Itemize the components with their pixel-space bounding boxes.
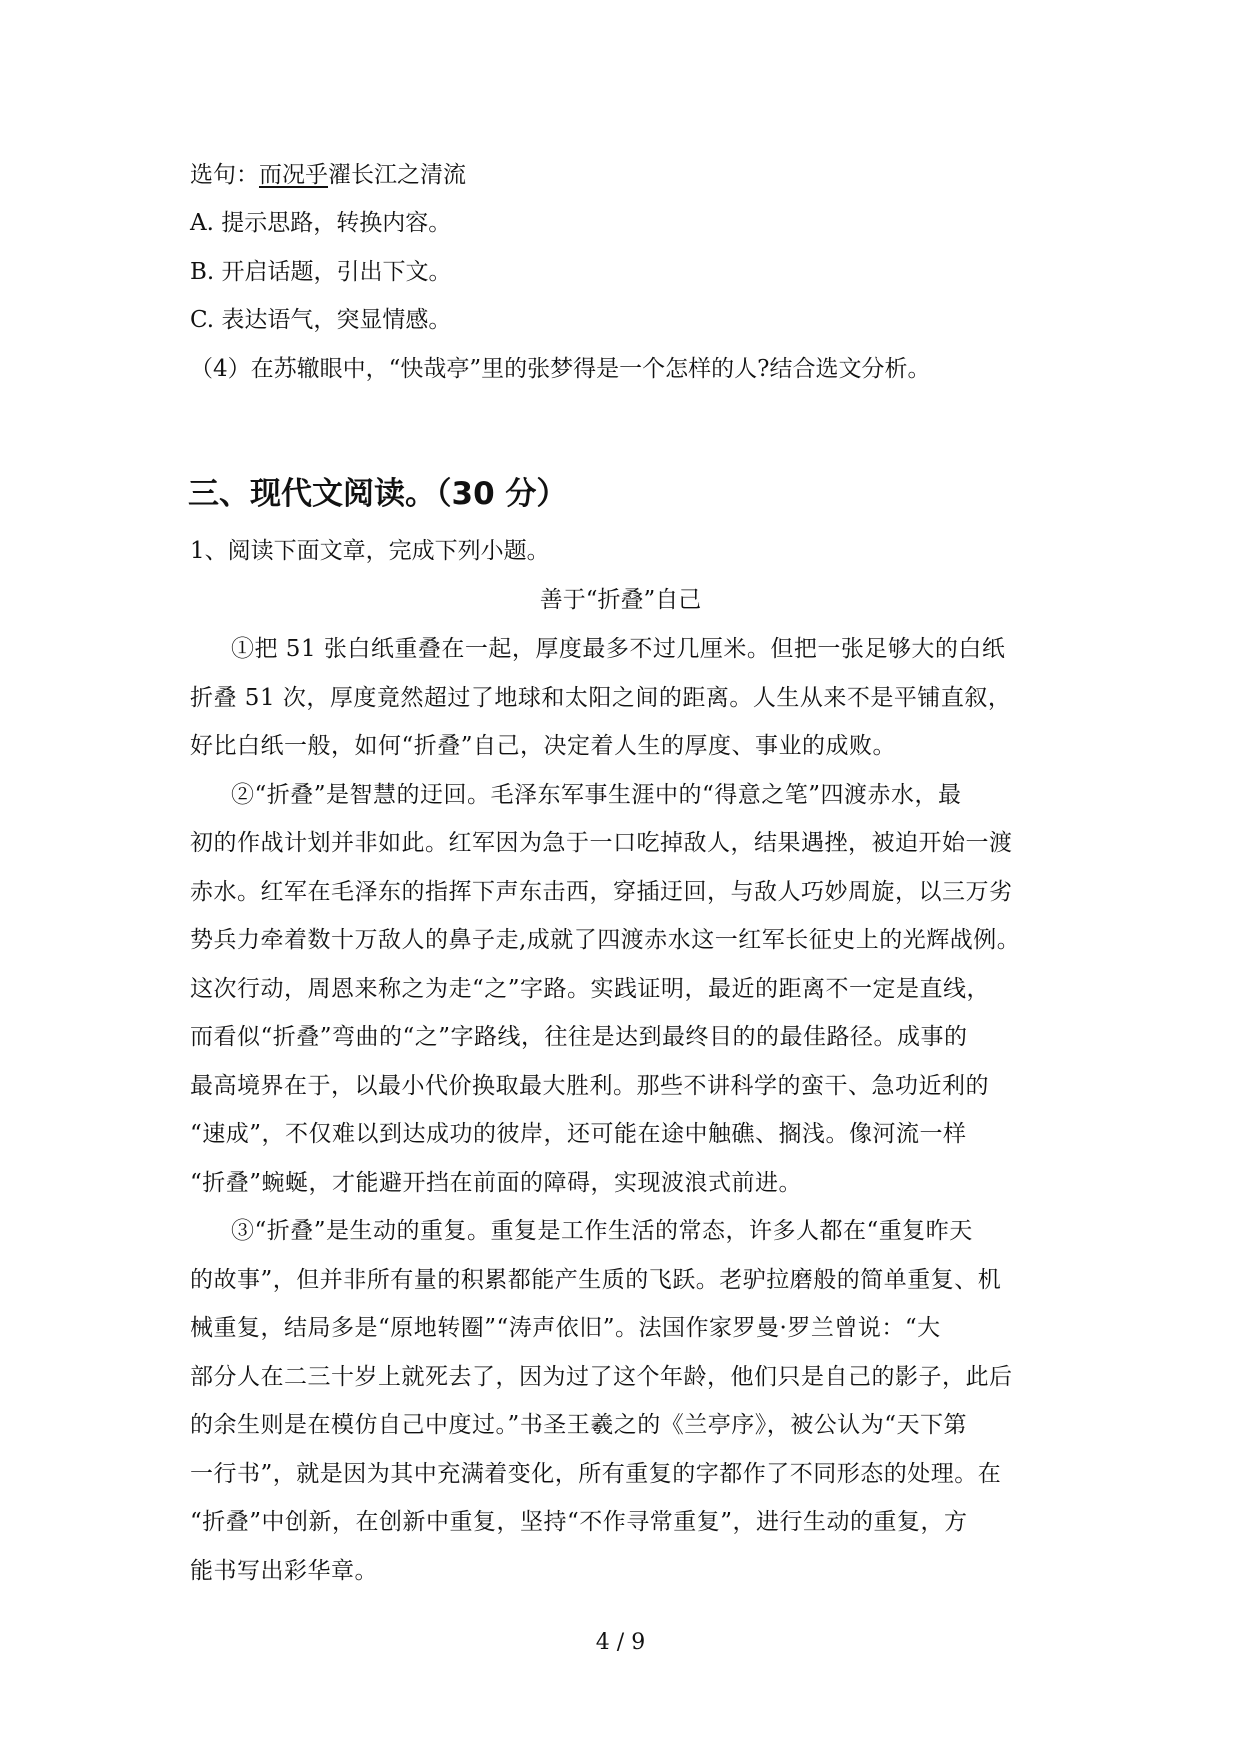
paragraph-3-line: 的余生则是在模仿自己中度过。”书圣王羲之的《兰亭序》，被公认为“天下第 bbox=[190, 1412, 968, 1438]
section-heading: 三、现代文阅读。（30 分） bbox=[188, 476, 568, 512]
pick-underlined-text: 而况乎 bbox=[259, 162, 328, 188]
paragraph-1-line: ①把 51 张白纸重叠在一起，厚度最多不过几厘米。但把一张足够大的白纸 bbox=[231, 636, 1006, 662]
option-a: A. 提示思路，转换内容。 bbox=[190, 210, 452, 236]
option-c: C. 表达语气，突显情感。 bbox=[190, 307, 452, 333]
instruction: 1、阅读下面文章，完成下列小题。 bbox=[190, 538, 550, 564]
pick-sentence bbox=[190, 160, 466, 190]
pick-rest-text: 濯长江之清流 bbox=[328, 162, 466, 188]
paragraph-1-line: 折叠 51 次，厚度竟然超过了地球和太阳之间的距离。人生从来不是平铺直叙， bbox=[190, 685, 1012, 711]
question-4: （4）在苏辙眼中，“快哉亭”里的张梦得是一个怎样的人?结合选文分析。 bbox=[190, 356, 931, 382]
paragraph-2-line: 这次行动，周恩来称之为走“之”字路。实践证明，最近的距离不一定是直线， bbox=[190, 976, 991, 1002]
paragraph-2-line: 而看似“折叠”弯曲的“之”字路线，往往是达到最终目的的最佳路径。成事的 bbox=[190, 1024, 968, 1050]
paragraph-2-line: “折叠”蜿蜒，才能避开挡在前面的障碍，实现波浪式前进。 bbox=[190, 1170, 803, 1196]
paragraph-2-line: 势兵力牵着数十万敌人的鼻子走,成就了四渡赤水这一红军长征史上的光辉战例。 bbox=[190, 927, 1021, 953]
pick-label: 选句： bbox=[190, 162, 259, 188]
paragraph-2-line: 最高境界在于，以最小代价换取最大胜利。那些不讲科学的蛮干、急功近利的 bbox=[190, 1073, 989, 1099]
paragraph-3-line: 一行书”，就是因为其中充满着变化，所有重复的字都作了不同形态的处理。在 bbox=[190, 1461, 1002, 1487]
article-title: 善于“折叠”自己 bbox=[539, 587, 702, 613]
paragraph-3-line: 械重复，结局多是“原地转圈”“涛声依旧”。法国作家罗曼·罗兰曾说：“大 bbox=[190, 1315, 941, 1341]
option-b: B. 开启话题，引出下文。 bbox=[190, 259, 452, 285]
paragraph-2-line: 初的作战计划并非如此。红军因为急于一口吃掉敌人，结果遇挫，被迫开始一渡 bbox=[190, 830, 1013, 856]
page-number: 4 / 9 bbox=[595, 1630, 646, 1655]
paragraph-2-line: “速成”，不仅难以到达成功的彼岸，还可能在途中触礁、搁浅。像河流一样 bbox=[190, 1121, 967, 1147]
paragraph-3-line: 能书写出彩华章。 bbox=[190, 1558, 378, 1584]
paragraph-3-line: 部分人在二三十岁上就死去了，因为过了这个年龄，他们只是自己的影子，此后 bbox=[190, 1364, 1013, 1390]
paragraph-2-line: ②“折叠”是智慧的迂回。毛泽东军事生涯中的“得意之笔”四渡赤水，最 bbox=[231, 782, 962, 808]
paragraph-3-line: 的故事”，但并非所有量的积累都能产生质的飞跃。老驴拉磨般的简单重复、机 bbox=[190, 1267, 1002, 1293]
paragraph-2-line: 赤水。红军在毛泽东的指挥下声东击西，穿插迂回，与敌人巧妙周旋，以三万劣 bbox=[190, 879, 1013, 905]
paragraph-3-line: “折叠”中创新，在创新中重复，坚持“不作寻常重复”，进行生动的重复，方 bbox=[190, 1509, 968, 1535]
paragraph-1-line: 好比白纸一般，如何“折叠”自己，决定着人生的厚度、事业的成败。 bbox=[190, 733, 897, 759]
paragraph-3-line: ③“折叠”是生动的重复。重复是工作生活的常态，许多人都在“重复昨天 bbox=[231, 1218, 973, 1244]
